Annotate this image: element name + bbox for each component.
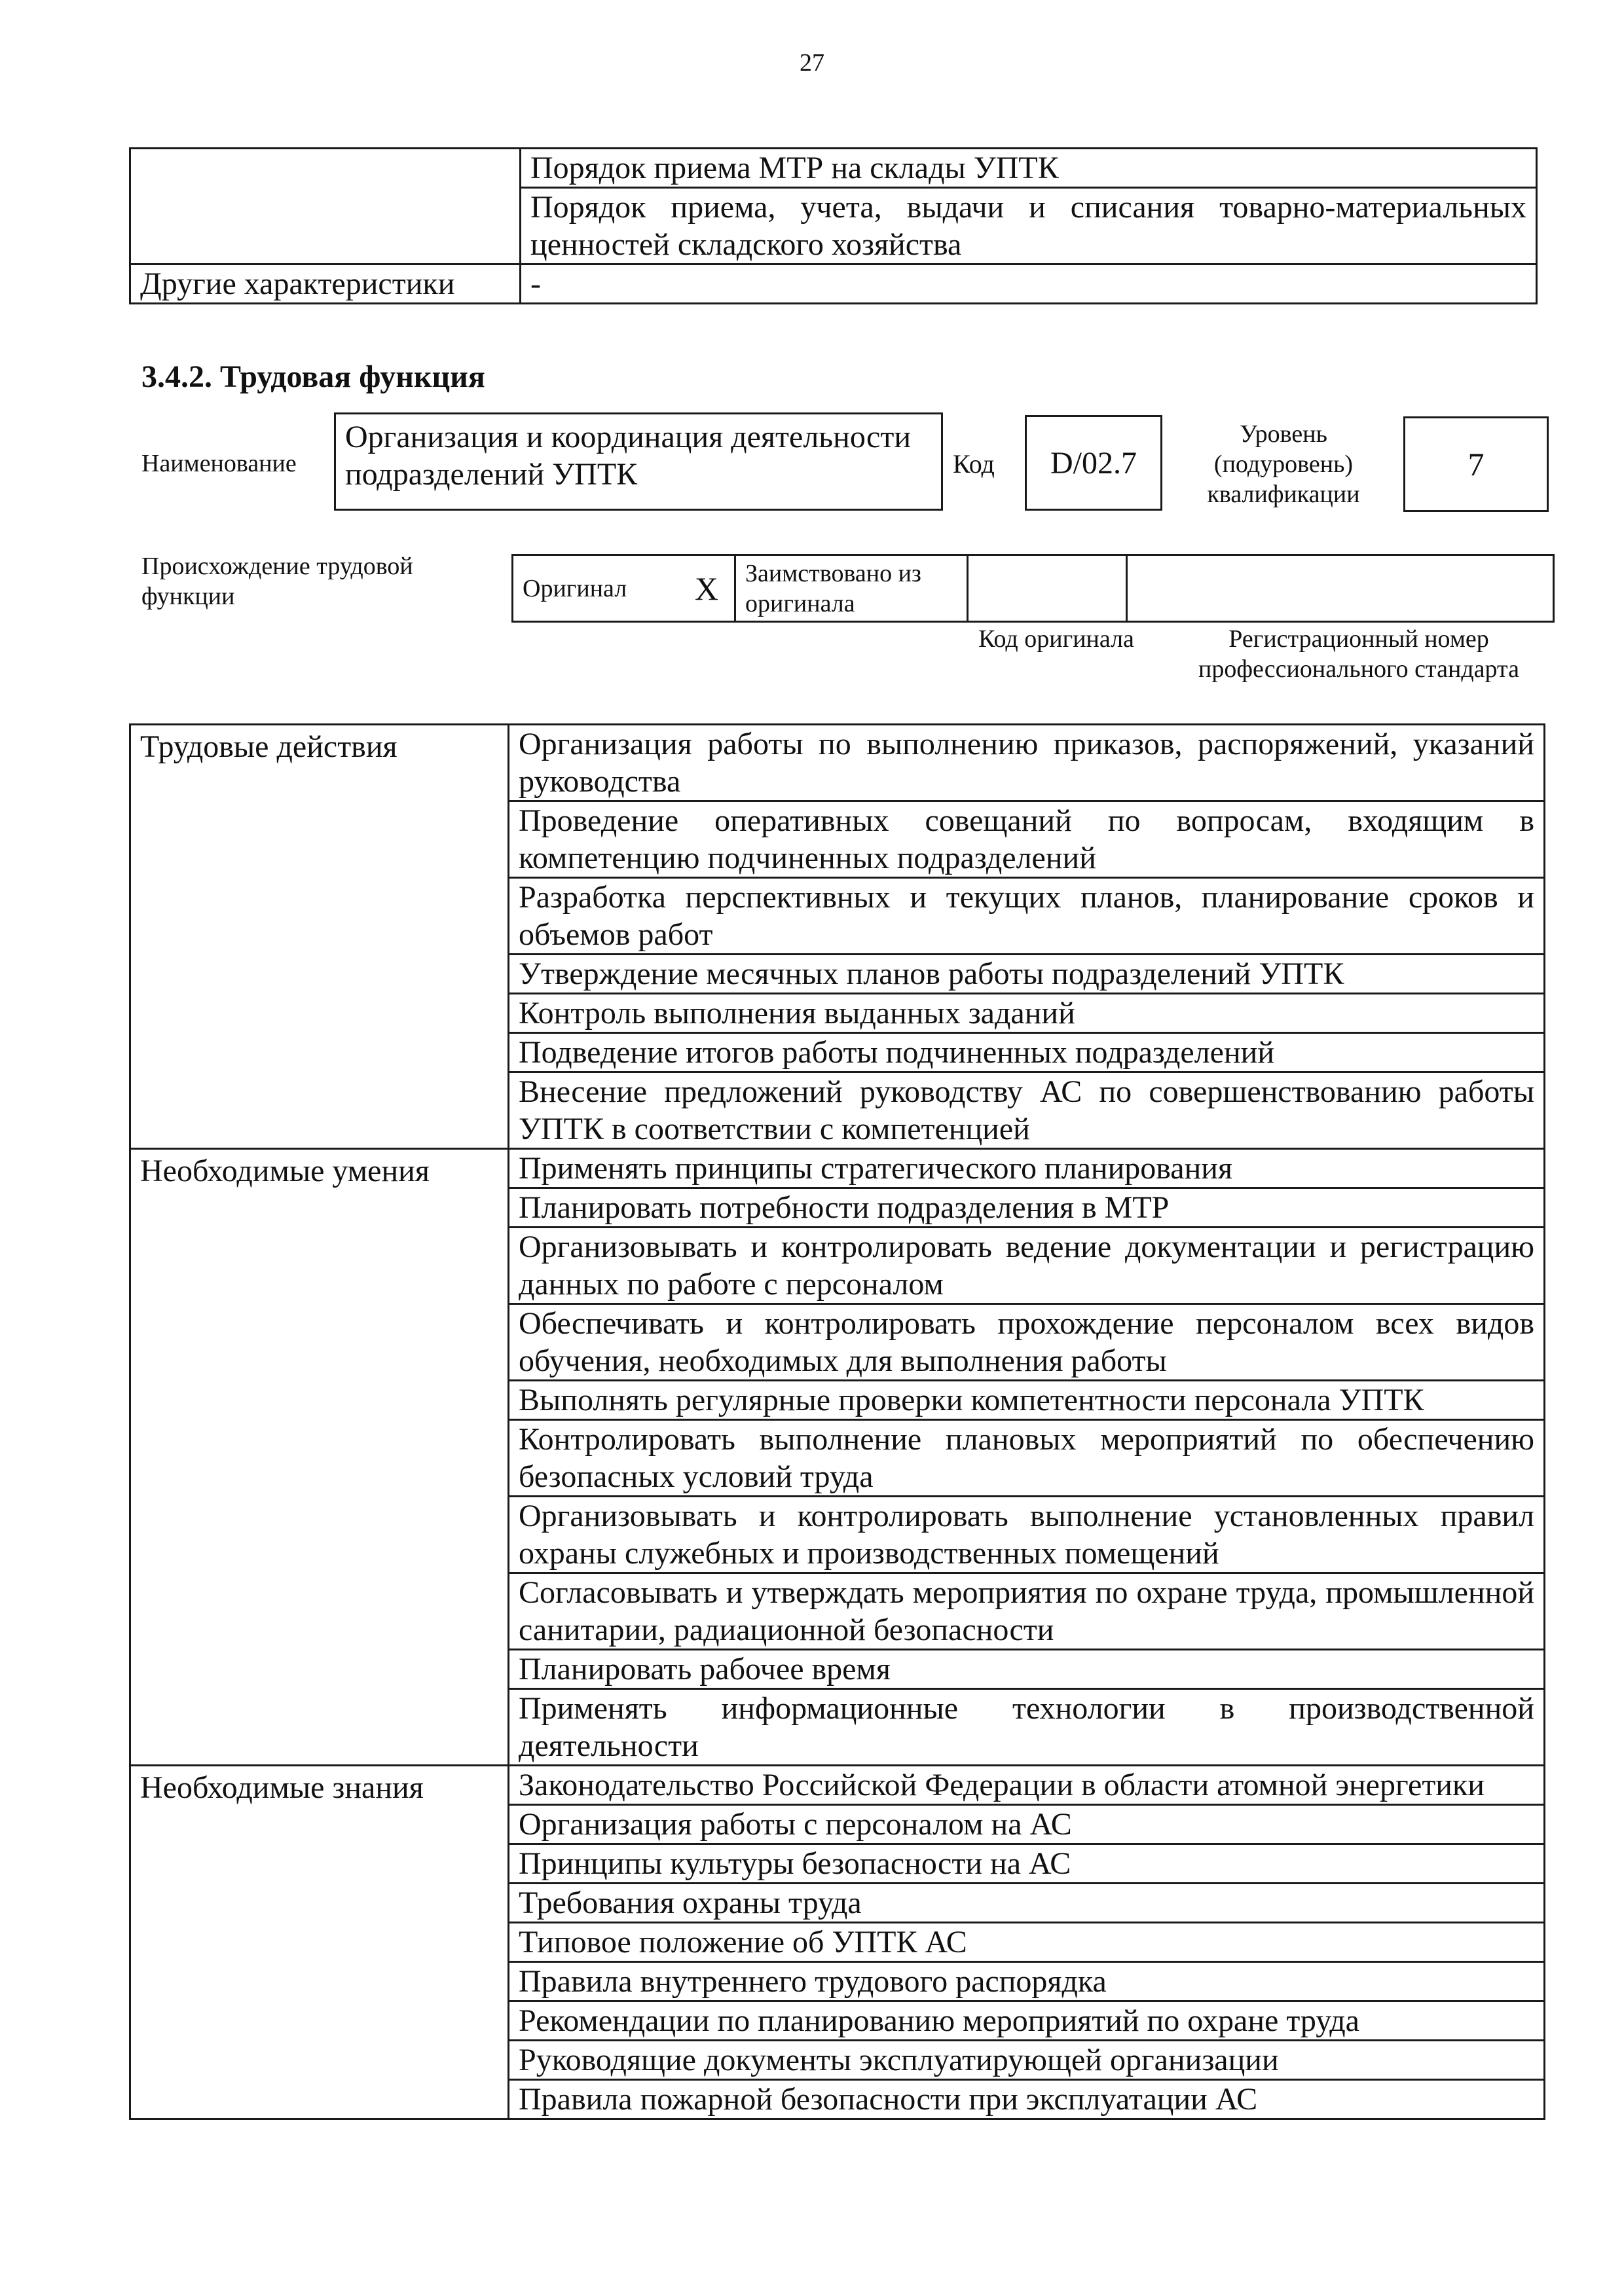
table-row bbox=[130, 1766, 1545, 1805]
section-item-cell: Согласовывать и утверждать мероприятия по охране труда, промышленной санитарии, радиационной безопасности bbox=[509, 1573, 1545, 1650]
table-row bbox=[130, 149, 1537, 188]
table-item-cell: Порядок приема МТР на склады УПТК bbox=[521, 149, 1537, 188]
origin-table bbox=[511, 554, 1555, 623]
table-row bbox=[130, 264, 1537, 304]
code-label: Код bbox=[953, 449, 995, 479]
table-row bbox=[130, 725, 1545, 801]
origin-reg-caption: Регистрационный номер профессионального стандарта bbox=[1198, 625, 1519, 683]
section-item-cell: Законодательство Российской Федерации в области атомной энергетики bbox=[509, 1766, 1545, 1805]
section-item-cell: Организация работы по выполнению приказов, распоряжений, указаний руководства bbox=[509, 725, 1545, 801]
section-item-cell: Применять информационные технологии в производственной деятельности bbox=[509, 1689, 1545, 1766]
section-item-cell: Внесение предложений руководству АС по совершенствованию работы УПТК в соответствии с компетенцией bbox=[509, 1072, 1545, 1149]
section-label-cell: Трудовые действия bbox=[130, 725, 509, 1149]
origin-original-mark: X bbox=[694, 570, 718, 607]
table-row bbox=[513, 555, 1554, 622]
section-item-cell: Организация работы с персоналом на АС bbox=[509, 1805, 1545, 1844]
section-item-cell: Утверждение месячных планов работы подразделений УПТК bbox=[509, 955, 1545, 994]
section-item-cell: Подведение итогов работы подчиненных подразделений bbox=[509, 1033, 1545, 1072]
table-item-cell: - bbox=[521, 264, 1537, 304]
section-item-cell: Организовывать и контролировать ведение документации и регистрацию данных по работе с персоналом bbox=[509, 1228, 1545, 1304]
section-item-cell: Организовывать и контролировать выполнение установленных правил охраны служебных и производственных помещений bbox=[509, 1497, 1545, 1573]
name-value-box bbox=[334, 412, 943, 511]
origin-code-caption: Код оригинала bbox=[978, 625, 1134, 653]
top-continuation-table bbox=[129, 147, 1538, 304]
level-label: Уровень (подуровень) квалификации bbox=[1207, 420, 1360, 508]
main-table bbox=[129, 723, 1545, 2120]
main-table-body bbox=[130, 725, 1545, 2119]
origin-borrowed-cell: Заимствовано из оригинала bbox=[735, 555, 968, 622]
origin-label: Происхождение трудовой функции bbox=[141, 553, 413, 610]
section-item-cell: Принципы культуры безопасности на АС bbox=[509, 1844, 1545, 1884]
section-item-cell: Правила пожарной безопасности при эксплуатации АС bbox=[509, 2080, 1545, 2119]
origin-reg-cell bbox=[1127, 555, 1554, 622]
origin-original-label: Оригинал bbox=[523, 574, 627, 602]
section-item-cell: Правила внутреннего трудового распорядка bbox=[509, 1962, 1545, 2001]
origin-original-cell bbox=[513, 555, 735, 622]
table-row bbox=[130, 1149, 1545, 1188]
level-value-box bbox=[1403, 416, 1549, 512]
level-value: 7 bbox=[1467, 446, 1485, 483]
section-item-cell: Применять принципы стратегического планирования bbox=[509, 1149, 1545, 1188]
name-label: Наименование bbox=[141, 450, 297, 477]
section-item-cell: Выполнять регулярные проверки компетентности персонала УПТК bbox=[509, 1381, 1545, 1420]
table-item-cell: Порядок приема, учета, выдачи и списания товарно-материальных ценностей складского хозяйства bbox=[521, 188, 1537, 264]
section-item-cell: Проведение оперативных совещаний по вопросам, входящим в компетенцию подчиненных подразделений bbox=[509, 801, 1545, 878]
section-label-cell: Необходимые умения bbox=[130, 1149, 509, 1766]
code-value-box bbox=[1025, 415, 1162, 511]
section-label-cell: Необходимые знания bbox=[130, 1766, 509, 2119]
section-title: 3.4.2. Трудовая функция bbox=[141, 359, 485, 394]
code-value: D/02.7 bbox=[1050, 445, 1137, 481]
section-item-cell: Рекомендации по планированию мероприятий по охране труда bbox=[509, 2001, 1545, 2041]
section-item-cell: Планировать потребности подразделения в МТР bbox=[509, 1188, 1545, 1228]
section-item-cell: Руководящие документы эксплуатирующей организации bbox=[509, 2041, 1545, 2080]
section-item-cell: Требования охраны труда bbox=[509, 1884, 1545, 1923]
page-number: 27 bbox=[800, 49, 824, 77]
section-item-cell: Разработка перспективных и текущих планов, планирование сроков и объемов работ bbox=[509, 878, 1545, 955]
section-item-cell: Обеспечивать и контролировать прохождение персоналом всех видов обучения, необходимых для выполнения работы bbox=[509, 1304, 1545, 1381]
section-item-cell: Типовое положение об УПТК АС bbox=[509, 1923, 1545, 1962]
section-item-cell: Контролировать выполнение плановых мероприятий по обеспечению безопасных условий труда bbox=[509, 1420, 1545, 1497]
section-item-cell: Контроль выполнения выданных заданий bbox=[509, 994, 1545, 1033]
origin-code-cell bbox=[968, 555, 1127, 622]
table-label-cell: Другие характеристики bbox=[130, 264, 521, 304]
table-label-cell bbox=[130, 149, 521, 264]
section-item-cell: Планировать рабочее время bbox=[509, 1650, 1545, 1689]
name-value: Организация и координация деятельности подразделений УПТК bbox=[345, 420, 912, 492]
